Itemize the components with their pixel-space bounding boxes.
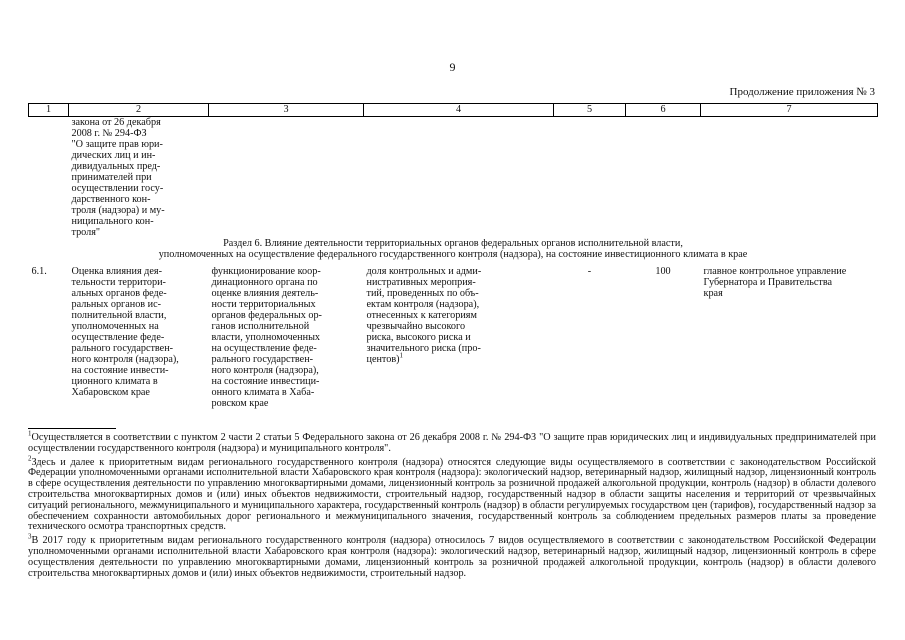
- footnote-text: Здесь и далее к приоритетным видам регионального государственного контроля (надзора) относятся следующие виды осуществляемого в соответствии с законодательством Российской Федерации уполномоченными органами исполнительной власти Хабаровского края контроля (надзора): экологический надзор, ветеринарный надзор, жилищный надзор, лицензионный контроль в сфере осуществления деятельности по управлению многоквартирными домами, лицензионный контроль за розничной продажей алкогольной продукции, контроль (надзор) в области долевого строительства многоквартирных домов и (или) иных объектов недвижимости, строительный надзор, государственный надзор в области защиты населения и территорий от чрезвычайных ситуаций регионального, межмуниципального и муниципального характера, государственный контроль (надзор) в области регулируемых государством цен (тарифов), государственный надзор за обеспечением сохранности автомобильных дорог регионального и межмуниципального значения, государственный контроль за соблюдением предельных размеров платы за проведение технического осмотра транспортных средств.: [28, 456, 876, 533]
- footnote-mark: 2: [28, 454, 32, 463]
- table-row-continuation: [29, 117, 878, 239]
- footnote-divider: [28, 428, 116, 429]
- footnote-2: [28, 454, 876, 534]
- footnote-1: [28, 429, 876, 455]
- indicator-description: доля контрольных и адми- нистративных мероприя- тий, проведенных по объ- ектам контроля (надзора), отнесенных к категориям чрезвычайно высокого риска, высокого риска и значительного риска (про- центов): [366, 266, 482, 365]
- goal-description: Оценка влияния дея- тельности территори- альных органов феде- ральных органов ис- полнительной власти, уполномоченных на осуществление феде- рального государствен- ного контроля (надзора), на состояние инвести- ционного климата в Хабаровском крае: [71, 266, 179, 398]
- indicator-cell: [364, 266, 554, 409]
- header-cell: 5: [554, 104, 626, 117]
- table-row-6-1: [29, 266, 878, 409]
- continued-law-reference: закона от 26 декабря 2008 г. № 294-ФЗ "О защите прав юри- дических лиц и ин- дивидуальных пред- принимателей при осуществлении госу- дарственного кон- троля (надзора) и му- ниципального кон- троля": [71, 117, 165, 238]
- indicators-table: [28, 103, 878, 409]
- footnote-mark: 3: [28, 532, 32, 541]
- table-header-row: [29, 104, 878, 117]
- footnote-text: Осуществляется в соответствии с пунктом 2 части 2 статьи 5 Федерального закона от 26 декабря 2008 г. № 294-ФЗ "О защите прав юридических лиц и индивидуальных предпринимателей при осуществлении государственного контроля (надзора) и муниципального контроля".: [28, 432, 876, 454]
- section-6-title: Раздел 6. Влияние деятельности территориальных органов федеральных органов исполнительной власти, уполномоченных на осуществление федерального государственного контроля (надзора), на состояние инвестиционного климата в крае: [158, 238, 748, 260]
- footnote-3: [28, 532, 876, 579]
- row-number: 6.1.: [31, 266, 47, 277]
- footnote-text: В 2017 году к приоритетным видам регионального государственного контроля (надзора) относилось 7 видов осуществляемого в соответствии с законодательством Российской Федерации уполномоченными органами исполнительной власти Хабаровского края контроля (надзора): экологический надзор, ветеринарный надзор, жилищный надзор, лицензионный контроль в сфере осуществления деятельности по управлению многоквартирными домами, лицензионный контроль за розничной продажей алкогольной продукции, контроль (надзор) в области долевого строительства многоквартирных домов и (или) иных объектов недвижимости, строительный надзор.: [28, 535, 876, 579]
- continuation-label: Продолжение приложения № 3: [729, 86, 875, 98]
- footnote-ref-1: 1: [399, 351, 404, 360]
- header-cell: 3: [209, 104, 364, 117]
- header-cell: 4: [364, 104, 554, 117]
- section-heading-row: [29, 238, 878, 260]
- footnotes: [28, 429, 876, 582]
- base-value: -: [587, 266, 592, 277]
- header-cell: 7: [701, 104, 878, 117]
- page-number: 9: [449, 60, 456, 74]
- footnote-mark: 1: [28, 429, 32, 438]
- measure-description: функционирование коор- динационного органа по оценке влияния деятель- ности территориальных органов федеральных ор- ганов исполнительной власти, уполномоченных на осуществление феде- рального государствен- ного контроля (надзора), на состояние инвестици- онного климата в Хаба- ровском крае: [211, 266, 322, 409]
- header-cell: 6: [626, 104, 701, 117]
- responsible-body: главное контрольное управление Губернатора и Правительства края: [703, 266, 847, 299]
- target-value: 100: [655, 266, 671, 277]
- header-cell: 2: [69, 104, 209, 117]
- header-cell: 1: [29, 104, 69, 117]
